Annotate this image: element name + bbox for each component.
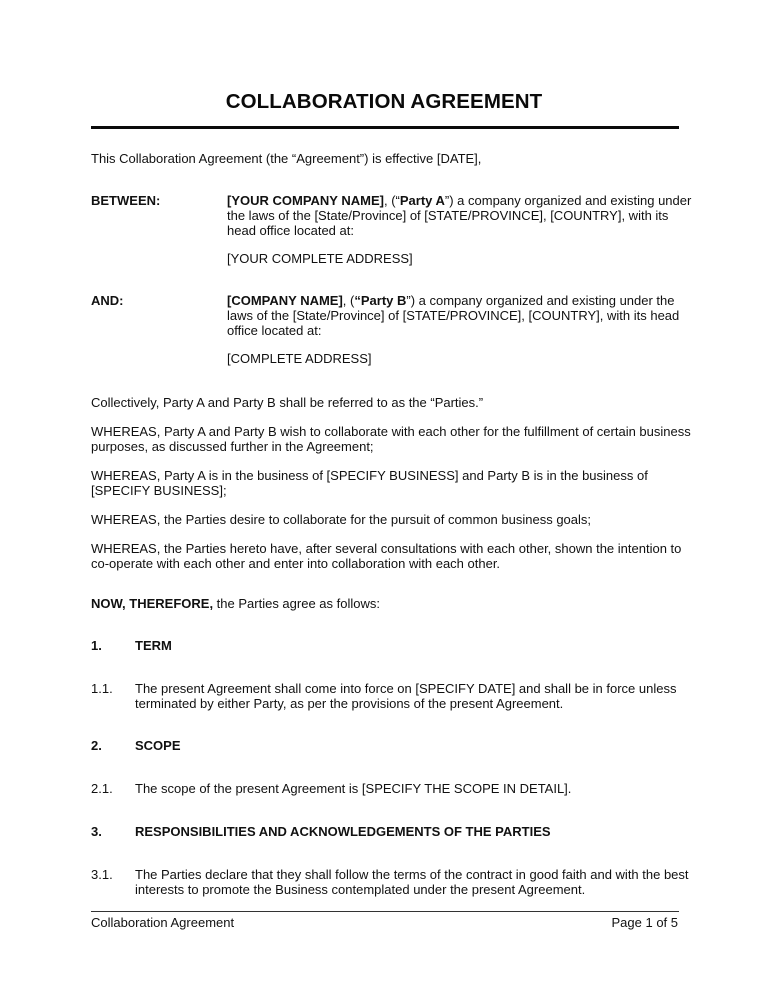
whereas-paragraph bbox=[91, 512, 691, 527]
now-therefore-lead: NOW, THEREFORE, bbox=[91, 596, 214, 611]
title-divider bbox=[91, 126, 679, 129]
party-b-line: laws of the [State/Province] of [STATE/PROVINCE], [COUNTRY], with its head bbox=[227, 308, 680, 323]
section-heading-term: TERM bbox=[135, 638, 172, 653]
clause-text bbox=[135, 867, 689, 897]
whereas-line: WHEREAS, the Parties desire to collaborate for the pursuit of common business goals; bbox=[91, 512, 592, 527]
clause-text bbox=[135, 681, 676, 711]
party-b-address: [COMPLETE ADDRESS] bbox=[227, 351, 372, 366]
footer-page-number: Page 1 of 5 bbox=[611, 915, 678, 930]
party-a-label: BETWEEN: bbox=[91, 193, 161, 208]
clause-line: interests to promote the Business contemplated under the present Agreement. bbox=[135, 882, 586, 897]
party-b-label: AND: bbox=[91, 293, 124, 308]
collectively-paragraph: Collectively, Party A and Party B shall be referred to as the “Parties.” bbox=[91, 395, 484, 410]
clause-number: 2.1. bbox=[91, 781, 113, 796]
party-b-line: office located at: bbox=[227, 323, 322, 338]
whereas-paragraph bbox=[91, 541, 691, 571]
footer-document-name: Collaboration Agreement bbox=[91, 915, 235, 930]
section-heading-scope: SCOPE bbox=[135, 738, 181, 753]
party-a-details bbox=[227, 193, 692, 238]
party-a-name: [YOUR COMPANY NAME] bbox=[227, 193, 384, 208]
party-a-alias: Party A bbox=[399, 193, 445, 208]
now-therefore-paragraph bbox=[91, 596, 691, 611]
whereas-line: WHEREAS, Party A is in the business of [SPECIFY BUSINESS] and Party B is in the business of bbox=[91, 468, 648, 483]
intro-paragraph: This Collaboration Agreement (the “Agreement”) is effective [DATE], bbox=[91, 151, 482, 166]
party-b-first-line bbox=[227, 293, 687, 308]
whereas-paragraph bbox=[91, 468, 691, 498]
party-a-line: the laws of the [State/Province] of [STATE/PROVINCE], [COUNTRY], with its bbox=[227, 208, 669, 223]
party-a-punct: , (“ bbox=[383, 193, 400, 208]
clause-line: terminated by either Party, as per the provisions of the present Agreement. bbox=[135, 696, 564, 711]
section-heading-responsibilities: RESPONSIBILITIES AND ACKNOWLEDGEMENTS OF THE PARTIES bbox=[135, 824, 551, 839]
party-a-desc: ”) a company organized and existing under bbox=[444, 193, 692, 208]
whereas-line: purposes, as discussed further in the Agreement; bbox=[91, 439, 374, 454]
party-b-details bbox=[227, 293, 687, 338]
clause-number: 3.1. bbox=[91, 867, 113, 882]
section-number: 3. bbox=[91, 824, 102, 839]
footer-divider bbox=[91, 911, 679, 912]
party-a-line: head office located at: bbox=[227, 223, 354, 238]
clause-line: The Parties declare that they shall follow the terms of the contract in good faith and with the best bbox=[135, 867, 689, 882]
clause-number: 1.1. bbox=[91, 681, 113, 696]
section-number: 2. bbox=[91, 738, 102, 753]
whereas-line: WHEREAS, the Parties hereto have, after several consultations with each other, shown the intention to bbox=[91, 541, 682, 556]
party-b-punct: , ( bbox=[342, 293, 355, 308]
clause-line: The scope of the present Agreement is [SPECIFY THE SCOPE IN DETAIL]. bbox=[135, 781, 572, 796]
section-number: 1. bbox=[91, 638, 102, 653]
document-title: COLLABORATION AGREEMENT bbox=[225, 90, 543, 113]
party-b-name: [COMPANY NAME] bbox=[227, 293, 343, 308]
whereas-line: [SPECIFY BUSINESS]; bbox=[91, 483, 227, 498]
whereas-line: WHEREAS, Party A and Party B wish to collaborate with each other for the fulfillment of certain business bbox=[91, 424, 691, 439]
party-a-address: [YOUR COMPLETE ADDRESS] bbox=[227, 251, 413, 266]
now-therefore-rest: the Parties agree as follows: bbox=[213, 596, 380, 611]
party-a-first-line bbox=[227, 193, 692, 208]
party-b-alias: “Party B bbox=[354, 293, 407, 308]
whereas-paragraph bbox=[91, 424, 691, 454]
party-b-desc: ”) a company organized and existing under the bbox=[406, 293, 675, 308]
clause-text bbox=[135, 781, 571, 796]
whereas-line: co-operate with each other and enter into collaboration with each other. bbox=[91, 556, 501, 571]
clause-line: The present Agreement shall come into force on [SPECIFY DATE] and shall be in force unless bbox=[135, 681, 677, 696]
